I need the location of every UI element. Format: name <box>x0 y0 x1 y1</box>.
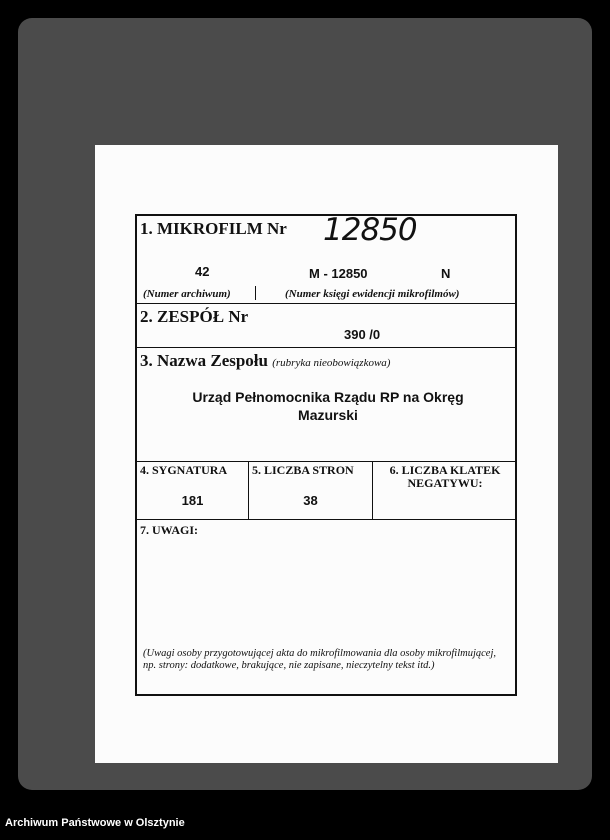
section-mikrofilm <box>137 212 515 304</box>
liczba-klatek-label-line-1: 6. LICZBA KLATEK <box>389 463 501 477</box>
mikrofilm-label: 1. MIKROFILM Nr <box>140 219 287 238</box>
caption-divider <box>255 286 256 300</box>
uwagi-note <box>143 648 513 672</box>
zespol-name-line-1: Urząd Pełnomocnika Rządu RP na Okręg <box>192 389 464 405</box>
liczba-klatek-label-line-2: NEGATYWU: <box>407 476 483 490</box>
register-caption: (Numer księgi ewidencji mikrofilmów) <box>285 288 460 300</box>
zespol-name-line-2: Mazurski <box>298 407 358 423</box>
liczba-stron-value: 38 <box>303 493 318 508</box>
register-number: M - 12850 <box>309 266 368 281</box>
section-details <box>137 462 515 520</box>
section-uwagi <box>137 520 515 696</box>
uwagi-note-line-1: (Uwagi osoby przygotowującej akta do mikrofilmowania dla osoby mikrofilmującej, <box>143 648 496 659</box>
zespol-label: 2. ZESPÓŁ Nr <box>140 307 249 326</box>
section-zespol <box>137 304 515 348</box>
zespol-name-label: 3. Nazwa Zespołu <box>140 351 268 370</box>
sygnatura-label: 4. SYGNATURA <box>140 463 228 477</box>
liczba-stron-cell <box>249 462 373 519</box>
microfilm-form <box>135 214 517 696</box>
sygnatura-cell <box>137 462 249 519</box>
archive-number: 42 <box>195 264 210 279</box>
liczba-klatek-cell <box>373 462 519 519</box>
archive-footer: Archiwum Państwowe w Olsztynie <box>5 817 185 829</box>
uwagi-note-line-2: np. strony: dodatkowe, brakujące, nie zapisane, nieczytelny tekst itd.) <box>143 660 435 671</box>
zespol-name-note: (rubryka nieobowiązkowa) <box>272 357 391 369</box>
register-suffix: N <box>441 266 451 281</box>
zespol-name-heading <box>140 351 390 371</box>
archive-number-caption: (Numer archiwum) <box>143 288 231 300</box>
zespol-name <box>157 388 499 424</box>
mikrofilm-number: 12850 <box>323 212 417 248</box>
liczba-stron-label: 5. LICZBA STRON <box>252 463 354 477</box>
section-zespol-name <box>137 348 515 462</box>
liczba-klatek-label <box>375 464 515 490</box>
uwagi-label: 7. UWAGI: <box>140 523 199 537</box>
zespol-number: 390 /0 <box>344 327 381 342</box>
sygnatura-value: 181 <box>181 493 204 508</box>
